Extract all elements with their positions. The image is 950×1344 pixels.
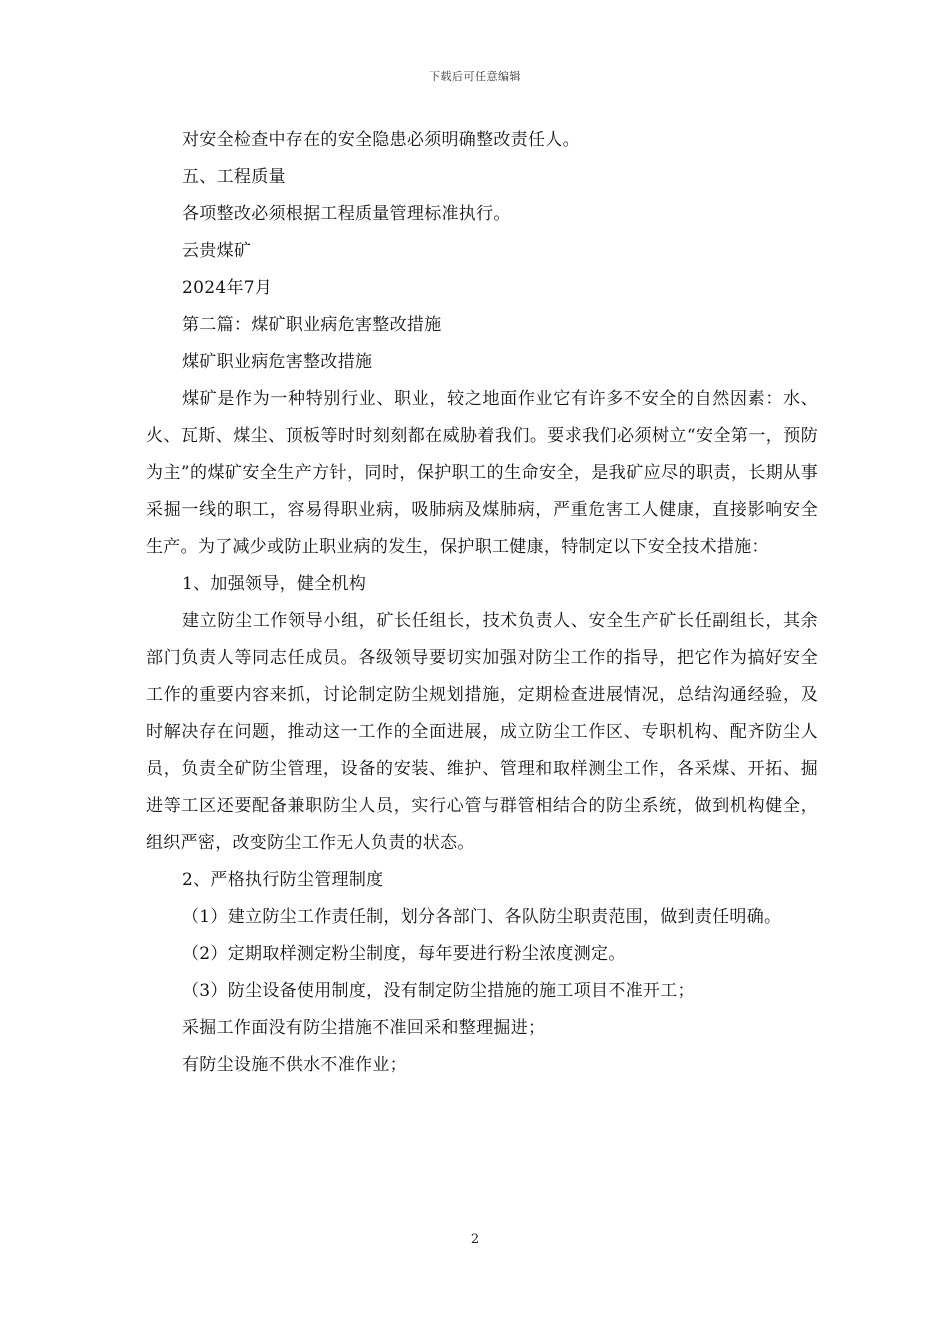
paragraph-mining-face-rule: 采掘工作面没有防尘措施不准回采和整理掘进； [182,1018,546,1038]
signature-date: 2024年7月 [182,278,273,298]
page-header-note: 下载后可任意编辑 [429,70,521,83]
paragraph-water-supply-rule: 有防尘设施不供水不准作业； [182,1055,407,1075]
paragraph-introduction: 煤矿是作为一种特别行业、职业，较之地面作业它有许多不安全的自然因素：水、火、瓦斯、煤尘、顶板等时时刻刻都在威胁着我们。要求我们必须树立“安全第一，预防为主”的煤矿安全生产方针，同时，保护职工的生命安全，是我矿应尽的职责，长期从事采掘一线的职工，容易得职业病，吸肺病及煤肺病，严重危害工人健康，直接影响安全生产。为了减少或防止职业病的发生，保护职工健康，特制定以下安全技术措施： [146,389,818,557]
list-item-responsibility: （1）建立防尘工作责任制，划分各部门、各队防尘职责范围，做到责任明确。 [182,907,782,927]
signature-organization: 云贵煤矿 [182,241,252,261]
paragraph-rectification-owner: 对安全检查中存在的安全隐患必须明确整改责任人。 [182,130,580,150]
list-item-sampling: （2）定期取样测定粉尘制度，每年要进行粉尘浓度测定。 [182,944,626,964]
paragraph-quality-standard: 各项整改必须根据工程质量管理标准执行。 [182,204,511,224]
page-number: 2 [470,1232,480,1247]
paragraph-leadership-group: 建立防尘工作领导小组，矿长任组长，技术负责人、安全生产矿长任副组长，其余部门负责人等同志任成员。各级领导要切实加强对防尘工作的指导，把它作为搞好安全工作的重要内容来抓，讨论制定防尘规划措施，定期检查进展情况，总结沟通经验，及时解决存在问题，推动这一工作的全面进展，成立防尘工作区、专职机构、配齐防尘人员，负责全矿防尘管理，设备的安装、维护、管理和取样测尘工作，各采煤、开拓、掘进等工区还要配备兼职防尘人员，实行心管与群管相结合的防尘系统，做到机构健全，组织严密，改变防尘工作无人负责的状态。 [146,611,818,853]
section-heading-dust-rules: 2、严格执行防尘管理制度 [182,870,384,890]
list-item-equipment: （3）防尘设备使用制度，没有制定防尘措施的施工项目不准开工； [182,981,695,1001]
section-heading-quality: 五、工程质量 [182,167,286,187]
part-two-title: 第二篇：煤矿职业病危害整改措施 [182,315,442,335]
section-heading-leadership: 1、加强领导，健全机构 [182,574,367,594]
article-title: 煤矿职业病危害整改措施 [182,352,373,372]
document-body [146,122,818,1084]
